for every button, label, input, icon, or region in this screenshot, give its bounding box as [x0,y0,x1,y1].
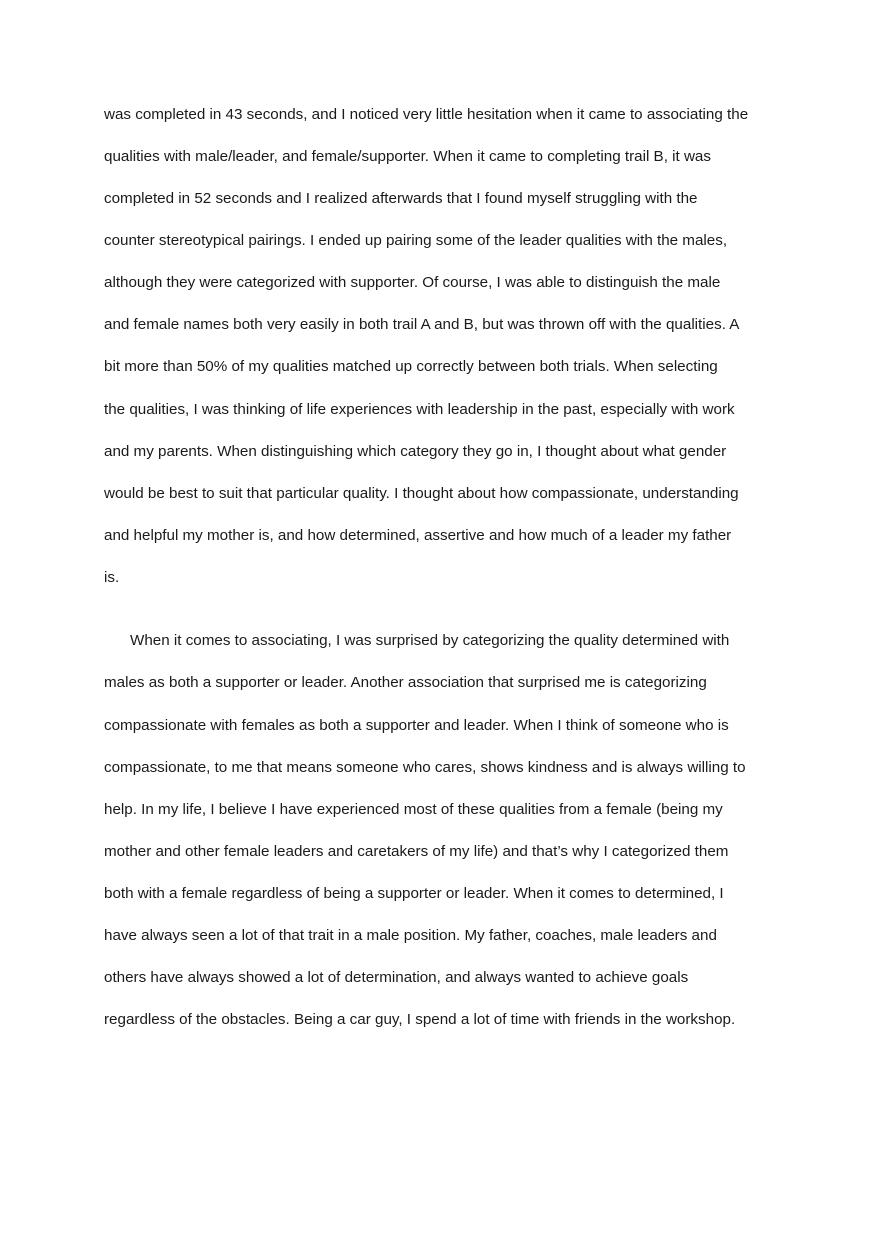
text-line: although they were categorized with supporter. Of course, I was able to distinguish the male [104,274,721,291]
text-line: completed in 52 seconds and I realized afterwards that I found myself struggling with the [104,190,698,207]
text-line: compassionate with females as both a supporter and leader. When I think of someone who is [104,717,729,734]
text-line: and female names both very easily in both trail A and B, but was thrown off with the qualities. A [104,316,740,333]
text-line: and my parents. When distinguishing which category they go in, I thought about what gender [104,443,727,460]
text-line: When it comes to associating, I was surprised by categorizing the quality determined with [130,632,730,649]
text-line: the qualities, I was thinking of life experiences with leadership in the past, especially with work [104,401,735,418]
text-line: and helpful my mother is, and how determined, assertive and how much of a leader my father [104,527,732,544]
text-line: others have always showed a lot of determination, and always wanted to achieve goals [104,969,689,986]
text-line: qualities with male/leader, and female/supporter. When it came to completing trail B, it was [104,148,711,165]
text-line: is. [104,569,120,586]
text-line: males as both a supporter or leader. Another association that surprised me is categorizing [104,674,707,691]
text-line: have always seen a lot of that trait in a male position. My father, coaches, male leaders and [104,927,717,944]
text-line: help. In my life, I believe I have experienced most of these qualities from a female (being my [104,801,723,818]
text-line: counter stereotypical pairings. I ended up pairing some of the leader qualities with the males, [104,232,728,249]
text-line: would be best to suit that particular quality. I thought about how compassionate, understanding [104,485,739,502]
text-line: bit more than 50% of my qualities matched up correctly between both trials. When selecting [104,358,718,375]
text-line: was completed in 43 seconds, and I noticed very little hesitation when it came to associating the [104,106,749,123]
text-line: mother and other female leaders and caretakers of my life) and that’s why I categorized them [104,843,729,860]
text-line: regardless of the obstacles. Being a car guy, I spend a lot of time with friends in the workshop. [104,1011,736,1028]
text-line: both with a female regardless of being a supporter or leader. When it comes to determined, I [104,885,724,902]
text-line: compassionate, to me that means someone who cares, shows kindness and is always willing to [104,759,746,776]
